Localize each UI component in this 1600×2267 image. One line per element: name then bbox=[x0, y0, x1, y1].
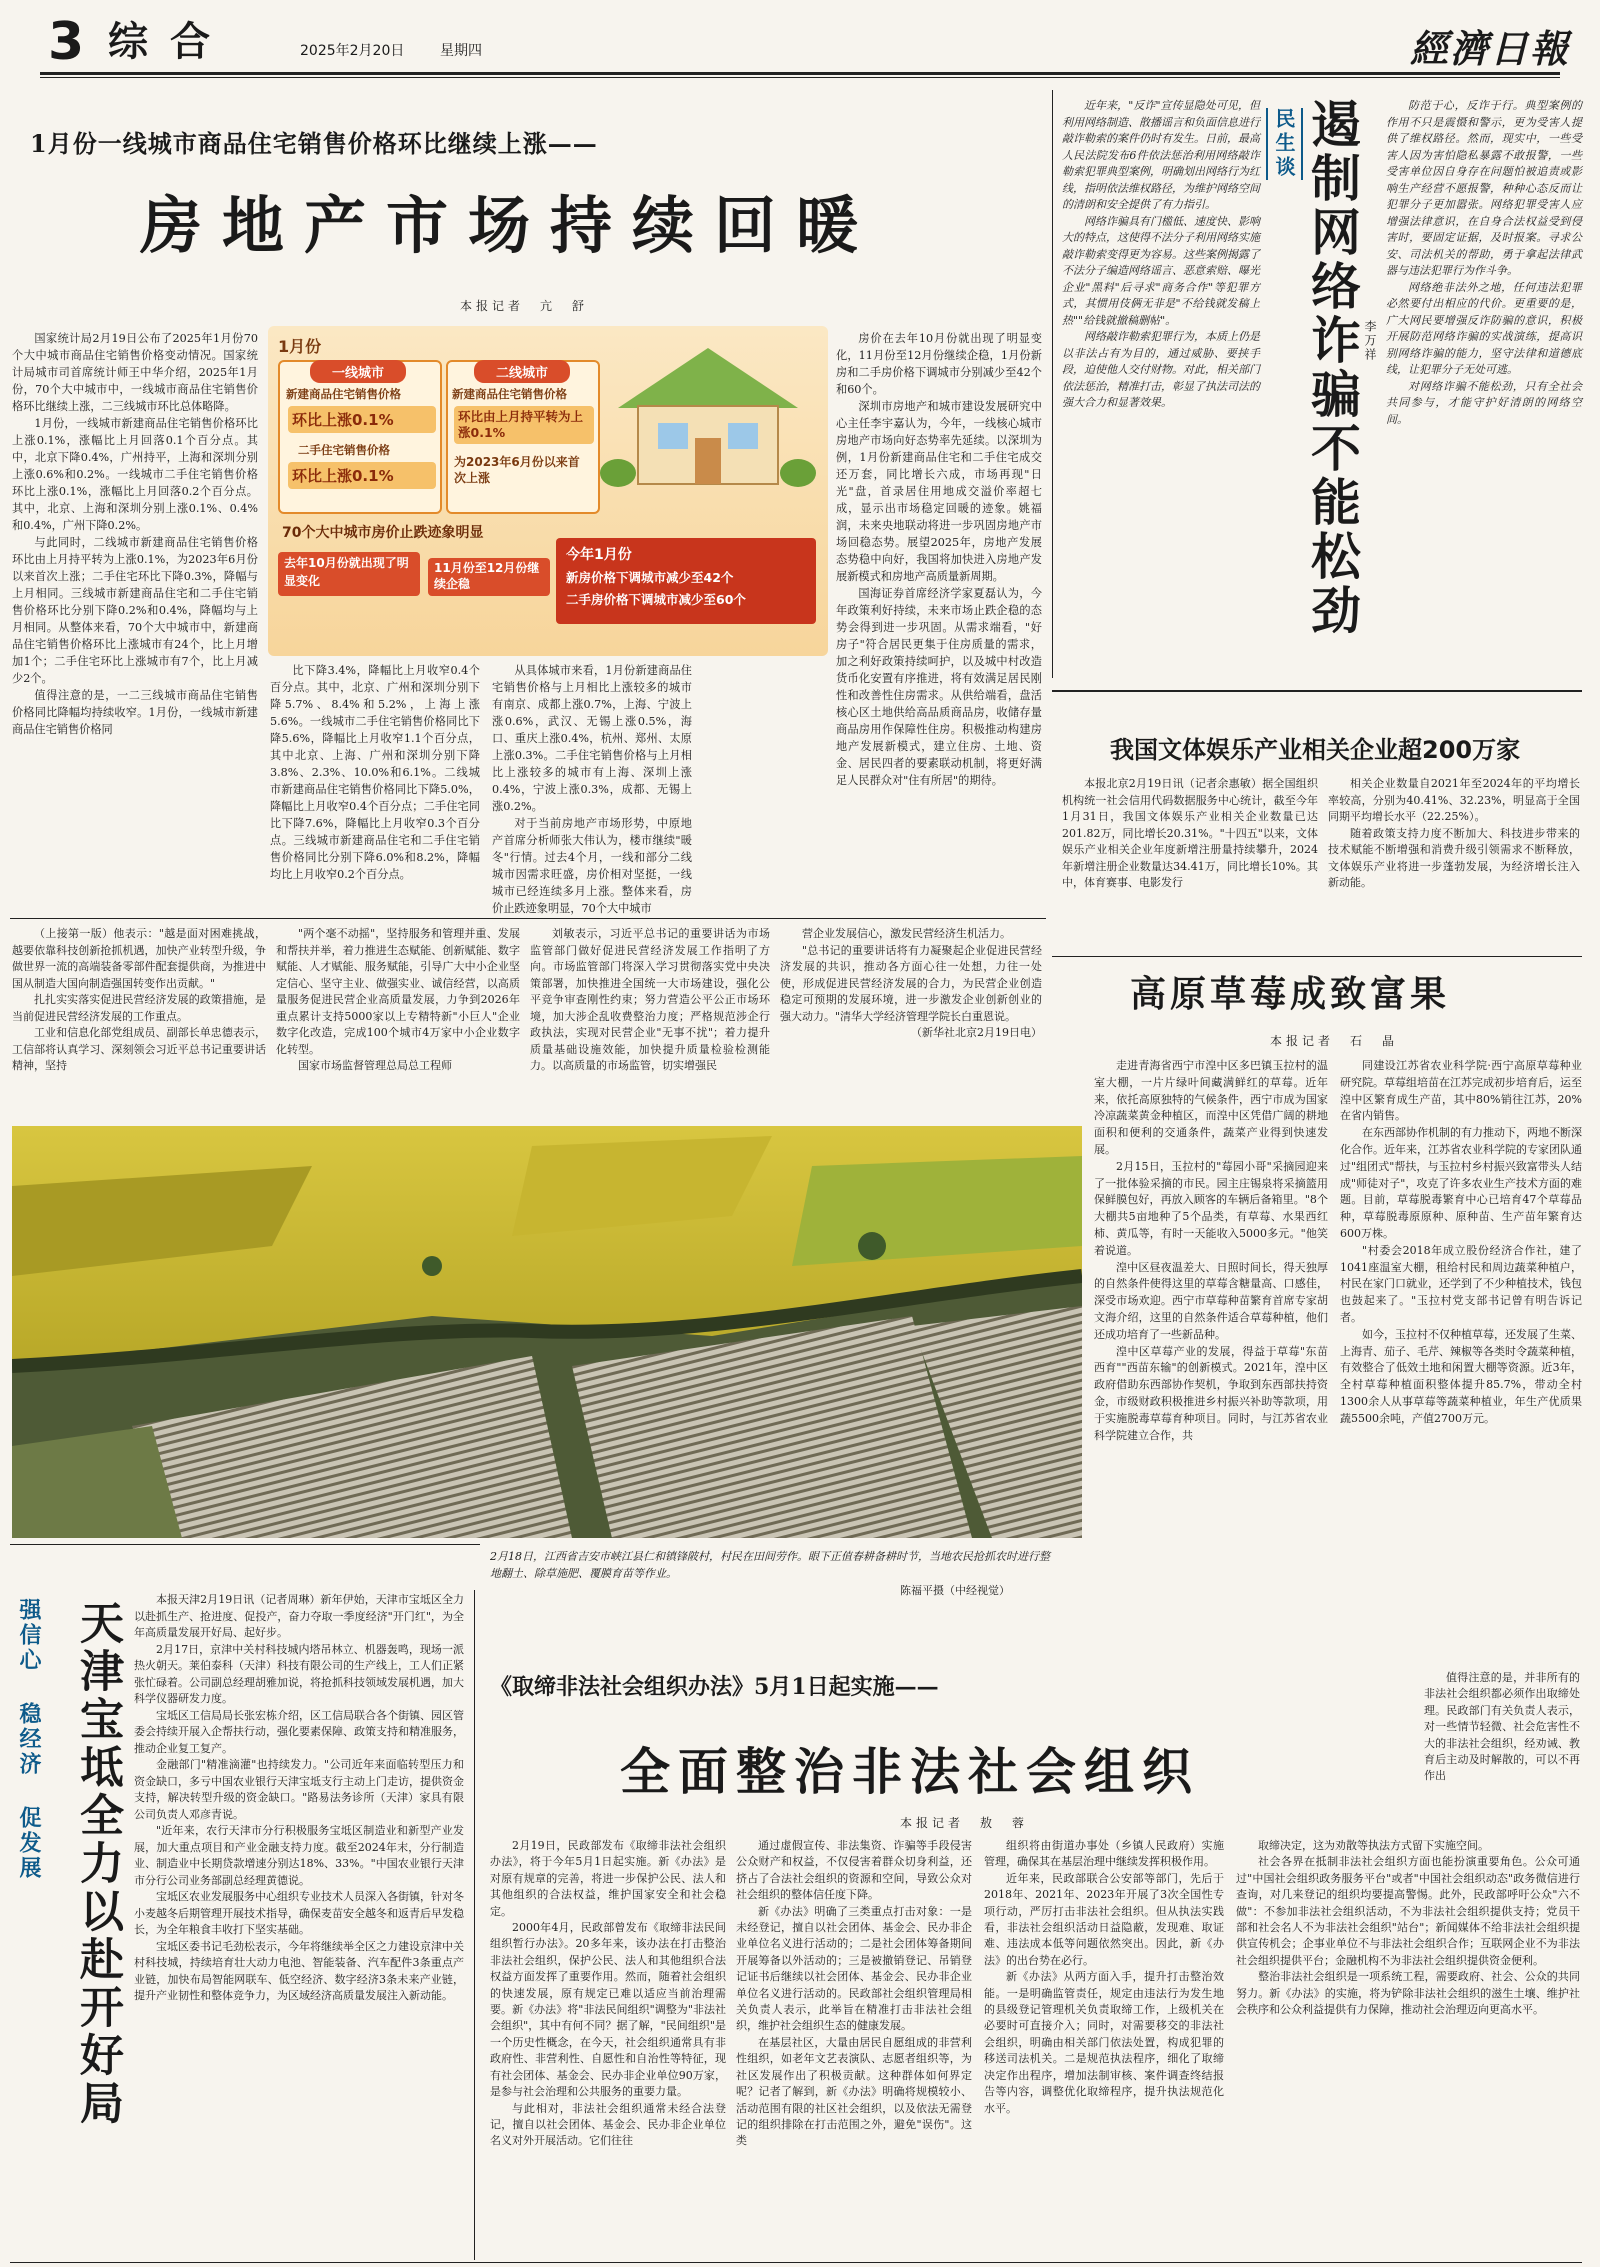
trend-step-1: 去年10月份就出现了明显变化 bbox=[278, 552, 420, 596]
house-icon bbox=[598, 338, 818, 488]
lead-headline: 房地产市场持续回暖 bbox=[140, 189, 879, 262]
trend-title: 70个大中城市房价止跌迹象明显 bbox=[282, 525, 484, 541]
issue-date: 2025年2月20日 bbox=[300, 43, 405, 59]
tianjin-tag: 强信心 稳经济 促发展 bbox=[16, 1598, 42, 1881]
tier1-card: 一线城市 新建商品住宅销售价格 环比上涨0.1% 二手住宅销售价格 环比上涨0.1% bbox=[278, 360, 442, 514]
comment-col-2: 防范于心，反诈于行。典型案例的作用不只是震慑和警示，更为受害人提供了维权路径。然而，现实中，一些受害人因为害怕隐私暴露不敢报警，一些受害单位因自身存在问题怕被追责或影响生产经营不愿报警，种种心态反而让犯罪分子更加嚣张。网络犯罪受害人应增强法律意识，在自身合法权益受到侵害时，要固定证据，及时报案。寻求公安、司法机关的帮助，勇于拿起法律武器与违法犯罪行为作斗争。 网络绝非法外之地，任何违法犯罪必然要付出相应的代价。更重要的是，广大网民要增强反诈防骗的意识，积极开展防范网络诈骗的实战演练，提高识别网络诈骗的能力，坚守法律和道德底线，让犯罪分子无处可逃。 对网络诈骗不能松劲，只有全社会共同参与，才能守护好清朗的网络空间。 bbox=[1386, 99, 1582, 426]
tier2-new-value: 环比由上月持平转为上涨0.1% bbox=[454, 406, 594, 444]
socialorg-col-4: 取缔决定，这为劝散等执法方式留下实施空间。 社会各界在抵制非法社会组织方面也能扮演重要角色。公众可通过"中国社会组织政务服务平台"或者"中国社会组织动态"政务微信进行查询，对几来登记的组织均要提高警惕。此外，民政部呼吁公众"六不做"：不参加非法社会组织活动，不为非法社会组织提供支持；党员干部和社会名人不为非法社会组织"站台"；新闻媒体不给非法社会组织提供宣传机会；企事业单位不与非法社会组织合作；互联网企业不为非法社会组织提供平台；金融机构不为非法社会组织提供资金便利。 整治非法社会组织是一项系统工程，需要政府、社会、公众的共同努力。新《办法》的实施，将为铲除非法社会组织的滋生土壤、维护社会秩序和公众利益提供有力保障，推动社会治理迈向更高水平。 bbox=[1236, 1839, 1580, 2017]
strawberry-byline: 本报记者 石 晶 bbox=[1270, 1034, 1399, 1048]
masthead-logo: 經濟日報 bbox=[1410, 26, 1571, 71]
continuation-col-3: 刘敏表示，习近平总书记的重要讲话为市场监管部门做好促进民营经济发展工作指明了方向。市场监管部门将深入学习贯彻落实党中央决策部署，加快推进全国统一大市场建设，强化公平竞争审查刚性约束；努力营造公平公正市场环境，加大涉企乱收费整治力度；严格规范涉企行政执法，实现对民营企业"无事不扰"；着力提升质量基础设施效能，加快提升质量检验检测能力。以高质量的市场监管，切实增强民 bbox=[530, 927, 770, 1072]
trend-step-2: 11月份至12月份继续企稳 bbox=[428, 558, 550, 596]
socialorg-kicker: 《取缔非法社会组织办法》5月1日起实施—— bbox=[490, 1674, 939, 1700]
comment-col-1: 近年来，"反诈"宣传显隐处可见，但利用网络制造、散播谣言和负面信息进行敲诈勒索的案件仍时有发生。日前，最高人民法院发布6件依法惩治利用网络敲诈勒索犯罪典型案例，明确划出网络行为红线，指明依法维权路径，为维护网络空间的清朗和安全提供了有力指引。 网络诈骗具有门槛低、速度快、影响大的特点，这使得不法分子利用网络实施敲诈勒索变得更为容易。这些案例揭露了不法分子编造网络谣言、恶意索赔、曝光企业"黑料"后寻求"商务合作"等犯罪方式，其惯用伎俩无非是"不给钱就发稿上热""给钱就撤稿删帖"。 网络敲诈勒索犯罪行为，本质上仍是以非法占有为目的，通过威胁、要挟手段，迫使他人交付财物。对此，相关部门依法惩治，精准打击，彰显了执法司法的强大合力和显著效果。 bbox=[1062, 99, 1260, 409]
comment-tag: 民生谈 bbox=[1266, 108, 1303, 180]
lead-col-1: 国家统计局2月19日公布了2025年1月份70个大中城市商品住宅销售价格变动情况。国家统计局城市司首席统计师王中华介绍，2025年1月份，70个大中城市中，一线城市商品住宅销售价格环比继续上涨，二三线城市环比总体略降。 1月份，一线城市新建商品住宅销售价格环比上涨0.1%，涨幅比上月回落0.1个百分点。其中，北京下降0.4%，广州持平，上海和深圳分别上涨0.6%和0.2%。一线城市二手住宅销售价格环比上涨0.1%，涨幅比上月回落0.2个百分点。其中，北京、上海和深圳分别上涨0.1%、0.4%和0.4%，广州下降0.2%。 与此同时，二线城市新建商品住宅销售价格环比由上月持平转为上涨0.1%，为2023年6月份以来首次上涨；二手住宅环比下降0.3%，降幅与上月相同。三线城市新建商品住宅和二手住宅销售价格环比分别下降0.2%和0.4%，降幅均与上月相同。从整体来看，70个大中城市中，新建商品住宅销售价格环比上涨城市有24个，比上月增加1个；二手住宅环比上涨城市有7个，比上月减少2个。 值得注意的是，一二三线城市商品住宅销售价格同比降幅均持续收窄。1月份，一线城市新建商品住宅销售价格同 bbox=[12, 332, 258, 736]
trend-step-3: 今年1月份 新房价格下调城市减少至42个 二手房价格下调城市减少至60个 bbox=[556, 538, 816, 624]
continuation-col-2: "两个毫不动摇"，坚持服务和管理并重、发展和帮扶并举，着力推进生态赋能、创新赋能、数字赋能、人才赋能、服务赋能，引导广大中小企业坚定信心、坚守主业、做强实业、诚信经营，以高质量服务促进民营企业高质量发展，力争到2026年重点累计支持5000家以上专精特新"小巨人"企业数字化改造，完成100个城市4万家中小企业数字化转型。 国家市场监督管理总局总工程师 bbox=[276, 927, 520, 1072]
lead-kicker: 1月份一线城市商品住宅销售价格环比继续上涨—— bbox=[30, 129, 598, 158]
tianjin-col-1: 本报天津2月19日讯（记者周琳）新年伊始，天津市宝坻区全力以赴抓生产、抢进度、促投产，奋力夺取一季度经济"开门红"，为全年高质量发展开好局、起好步。 2月17日，京津中关村科技城内塔吊林立、机器轰鸣，现场一派热火朝天。莱伯泰科（天津）科技有限公司的生产线上，工人们正紧张忙碌着。公司副总经理胡雅加说，将抢抓科技领域发展机遇，加大科学仪器研发力度。 宝坻区工信局局长张宏栋介绍，区工信局联合各个街镇、园区管委会持续开展入企帮扶行动，强化要素保障、政策支持和精准服务，推动企业复工复产。 金融部门"精准滴灌"也持续发力。"公司近年来面临转型压力和资金缺口，多亏中国农业银行天津宝坻支行主动上门走访，提供资金支持，解决转型升级的资金缺口。"路易法务诊所（天津）家具有限公司负责人邓彦青说。 "近年来，农行天津市分行积极服务宝坻区制造业和新型产业发展，加大重点项目和产业金融支持力度。截至2024年末，分行制造业、制造业中长期贷款增速分别达18%、33%。"中国农业银行天津市分行公司业务部副总经理黄德说。 宝坻区农业发展服务中心组织专业技术人员深入各街镇，针对冬小麦越冬后期管理开展技术指导，确保麦苗安全越冬和返青后早发稳长，为全年粮食丰收打下坚实基础。 宝坻区委书记毛劲松表示，今年将继续举全区之力建设京津中关村科技城，持续培育壮大动力电池、智能装备、汽车配件3条重点产业链，加快布局智能网联车、低空经济、数字经济3条未来产业链，提升产业韧性和整体竞争力，为区域经济高质量发展注入新动能。 bbox=[134, 1593, 464, 2002]
page-number: 3 bbox=[48, 12, 85, 72]
socialorg-byline: 本报记者 敖 蓉 bbox=[900, 1816, 1029, 1830]
socialorg-col-3: 组织将由街道办事处（乡镇人民政府）实施管理，确保其在基层治理中继续发挥积极作用。 近年来，民政部联合公安部等部门，先后于2018年、2021年、2023年开展了3次全国性专项行动，严厉打击非法社会组织。但从执法实践看，非法社会组织活动日益隐蔽，发现难、取证难、违法成本低等问题依然突出。因此，新《办法》的出台势在必行。 新《办法》从两方面入手，提升打击整治效能。一是明确监管责任，规定由违法行为发生地的县级登记管理机关负责取缔工作，上级机关在必要时可直接介入；同时，对需要移交的非法社会组织，明确由相关部门依法处置，构成犯罪的移送司法机关。二是规范执法程序，细化了取缔决定作出程序，增加法制审核、案件调查终结报告等内容，调整优化取缔程序，提升执法规范化水平。 bbox=[984, 1839, 1224, 2115]
lead-col-2: 比下降3.4%，降幅比上月收窄0.4个百分点。其中，北京、广州和深圳分别下降5.7%、8.4%和5.2%，上海上涨5.6%。一线城市二手住宅销售价格同比下降5.6%，降幅比上月收窄1.1个百分点，其中北京、上海、广州和深圳分别下降3.8%、2.3%、10.0%和6.1%。二线城市新建商品住宅销售价格同比下降5.0%，降幅比上月收窄0.4个百分点；二手住宅同比下降7.6%，降幅比上月收窄0.3个百分点。三线城市新建商品住宅和二手住宅销售价格同比分别下降6.0%和8.2%，降幅均比上月收窄0.2个百分点。 bbox=[270, 664, 480, 881]
photo-credit: 陈福平摄（中经视觉） bbox=[900, 1584, 1010, 1597]
socialorg-col-2: 通过虚假宣传、非法集资、诈骗等手段侵害公众财产和权益，不仅侵害着群众切身利益，还挤占了合法社会组织的资源和空间，导致公众对社会组织的整体信任度下降。 新《办法》明确了三类重点打击对象：一是未经登记，擅自以社会团体、基金会、民办非企业单位名义进行活动的；二是社会团体筹备期间开展筹备以外活动的；三是被撤销登记、吊销登记证书后继续以社会团体、基金会、民办非企业单位名义进行活动的。民政部社会组织管理局相关负责人表示，此举旨在精准打击非法社会组织，维护社会组织生态的健康发展。 在基层社区，大量由居民自愿组成的非营利性组织，如老年文艺表演队、志愿者组织等，为社区发展作出了积极贡献。这种群体如何界定呢？记者了解到，新《办法》明确将规模较小、活动范围有限的社区社会组织，以及依法无需登记的组织排除在打击范围之外，避免"误伤"。这类 bbox=[736, 1839, 972, 2148]
photo-caption: 2月18日，江西省吉安市峡江县仁和镇锋陂村，村民在田间劳作。眼下正值春耕备耕时节，当地农民抢抓农时进行整地翻土、除草施肥、覆膜育苗等作业。 bbox=[490, 1550, 1050, 1580]
page-header bbox=[0, 0, 1600, 76]
tianjin-headline: 天津宝坻全力以赴开好局 bbox=[72, 1600, 123, 2128]
socialorg-col-4-top: 值得注意的是，并非所有的非法社会组织都必须作出取缔处理。民政部门有关负责人表示，对一些情节轻微、社会危害性不大的非法社会组织，经劝诫、教育后主动及时解散的，可以不再作出 bbox=[1424, 1671, 1580, 1783]
culture-col-1: 本报北京2月19日讯（记者余惠敏）据全国组织机构统一社会信用代码数据服务中心统计，截至今年1月31日，我国文体娱乐产业相关企业数量已达201.82万，同比增长20.31%。"十四五"以来，文体娱乐产业相关企业年度新增注册量持续攀升，2024年新增注册企业数量达34.41万，同比增长10%。其中，体育赛事、电影发行 bbox=[1062, 777, 1318, 889]
lead-col-3: 从具体城市来看，1月份新建商品住宅销售价格与上月相比上涨较多的城市有南京、成都上涨0.7%，上海、宁波上涨0.6%，武汉、无锡上涨0.5%，海口、重庆上涨0.4%，杭州、郑州、太原上涨0.3%。二手住宅销售价格与上月相比上涨较多的城市有上海、深圳上涨0.4%，宁波上涨0.3%，成都、无锡上涨0.2%。 对于当前房地产市场形势，中原地产首席分析师张大伟认为，楼市继续"暖冬"行情。过去4个月，一线和部分二线城市因需求旺盛，房价相对坚挺，一线城市已经连续多月上涨。整体来看，房价止跌迹象明显，70个大中城市 bbox=[492, 664, 692, 915]
culture-headline: 我国文体娱乐产业相关企业超200万家 bbox=[1110, 736, 1521, 764]
section-title: 综合 bbox=[108, 18, 232, 65]
comment-author: 李万祥 bbox=[1363, 320, 1377, 362]
strawberry-col-1: 走进青海省西宁市湟中区多巴镇玉拉村的温室大棚，一片片绿叶间藏满鲜红的草莓。近年来，依托高原独特的气候条件，西宁市成为国家冷凉蔬菜黄金种植区，而湟中区凭借广阔的耕地面积和便利的交通条件，蔬菜产业得到快速发展。 2月15日，玉拉村的"莓园小哥"采摘园迎来了一批体验采摘的市民。园主庄锡泉将采摘篮用保鲜膜包好，再放入顾客的车辆后备箱里。"8个大棚共5亩地种了5个品类，有草莓、水果西红柿、黄瓜等，有时一天能收入5000多元。"他笑着说道。 湟中区昼夜温差大、日照时间长，得天独厚的自然条件使得这里的草莓含糖量高、口感佳，深受市场欢迎。西宁市草莓种苗繁育首席专家胡文海介绍，这里的自然条件适合草莓种植，他们还成功培育了一些新品种。 湟中区草莓产业的发展，得益于草莓"东苗西育""西苗东输"的创新模式。2021年，湟中区政府借助东西部协作契机，争取到东西部扶持资金，市级财政积极推进乡村振兴补助等款项，用于实施脱毒草莓育种项目。同时，与江苏省农业科学院建立合作，共 bbox=[1094, 1059, 1328, 1442]
lead-byline: 本报记者 亢 舒 bbox=[460, 299, 589, 313]
housing-infographic bbox=[268, 326, 828, 656]
tier1-tab: 一线城市 bbox=[310, 360, 406, 383]
socialorg-col-1: 2月19日，民政部发布《取缔非法社会组织办法》，将于今年5月1日起实施。新《办法》是对原有规章的完善，将进一步保护公民、法人和其他组织的合法权益，维护国家安全和社会稳定。 2000年4月，民政部曾发布《取缔非法民间组织暂行办法》。20多年来，该办法在打击整治非法社会组织，保护公民、法人和其他组织合法权益方面发挥了重要作用。然而，随着社会组织的快速发展，原有规定已难以适应当前治理需要。新《办法》将"非法民间组织"调整为"非法社会组织"，其中有何不同？据了解，"民间组织"是一个历史性概念，在今天，社会组织通常具有非政府性、非营利性、自愿性和自治性等特征，现有社会团体、基金会、民办非企业单位90万家，是参与社会治理和公共服务的重要力量。 与此相对，非法社会组织通常未经合法登记，擅自以社会团体、基金会、民办非企业单位名义对外开展活动。它们往往 bbox=[490, 1839, 726, 2148]
tier1-new-value: 环比上涨0.1% bbox=[288, 406, 436, 433]
lead-col-4: 房价在去年10月份就出现了明显变化，11月份至12月份继续企稳，1月份新房和二手房价格下调城市分别减少至42个和60个。 深圳市房地产和城市建设发展研究中心主任李宇嘉认为，今年，一线核心城市房地产市场向好态势率先延续。以深圳为例，1月份新建商品住宅和二手住宅成交还万套，同比增长六成，市场再现"日光"盘，首录居住用地成交溢价率超七成，显示出市场稳定回暖的迹象。姚福润，未来央地联动将进一步巩固房地产市场回稳态势。展望2025年，房地产发展态势稳中向好，我国将加快进入房地产发展新模式和房地产高质量新周期。 国海证券首席经济学家夏磊认为，今年政策利好持续，未来市场止跌企稳的态势会得到进一步巩固。从需求端看，"好房子"符合居民更集于住房质量的需求，加之利好政策持续呵护，以及城中村改造货币化安置有序推进，将有效满足居民刚性和改善性住房需求。从供给端看，盘活核心区土地供给高品质商品房，收储存量商品房用作保障性住房。积极推动构建房地产发展新模式，建立住房、土地、资金、居民四者的要素联动机制，将更好满足人民群众对"住有所居"的期待。 bbox=[836, 332, 1042, 787]
socialorg-headline: 全面整治非法社会组织 bbox=[620, 1743, 1200, 1801]
continuation-col-4: 营企业发展信心，激发民营经济生机活力。 "总书记的重要讲话将有力凝聚起企业促进民营经济发展的共识，推动各方面心往一处想，力往一处使，形成促进民营经济发展的合力，为民营企业创造稳定可预期的发展环境，进一步激发企业创新创业的强大动力。"清华大学经济管理学院长白重恩说。 （新华社北京2月19日电） bbox=[780, 927, 1042, 1039]
comment-headline: 遏制网络诈骗不能松劲 bbox=[1303, 98, 1362, 638]
strawberry-headline: 高原草莓成致富果 bbox=[1130, 973, 1451, 1015]
tier2-card: 二线城市 新建商品住宅销售价格 环比由上月持平转为上涨0.1% 为2023年6月份以来首次上涨 bbox=[446, 360, 600, 514]
farm-photo bbox=[12, 1126, 1082, 1538]
issue-weekday: 星期四 bbox=[440, 43, 482, 59]
tier1-second-value: 环比上涨0.1% bbox=[288, 462, 436, 489]
header-rule bbox=[40, 72, 1560, 75]
tier2-tab: 二线城市 bbox=[474, 360, 570, 383]
continuation-col-1: （上接第一版）他表示："越是面对困难挑战，越要依靠科技创新抢抓机遇，加快产业转型升级，争做世界一流的高端装备零部件配套提供商，为推进中国从制造大国向制造强国转变作出贡献。" 扎扎实实落实促进民营经济发展的政策措施，是当前促进民营经济发展的工作重点。 工业和信息化部党组成员、副部长单忠德表示，工信部将认真学习、深刻领会习近平总书记重要讲话精神，坚持 bbox=[12, 927, 266, 1072]
infographic-month: 1月份 bbox=[278, 337, 322, 356]
strawberry-col-2: 同建设江苏省农业科学院·西宁高原草莓种业研究院。草莓组培苗在江苏完成初步培育后，运至湟中区繁育成生产苗，其中80%销往江苏，20%在省内销售。 在东西部协作机制的有力推动下，两地不断深化合作。近年来，江苏省农业科学院的专家团队通过"组团式"帮扶，与玉拉村乡村振兴致富带头人结成"师徒对子"，攻克了许多农业生产技术方面的难题。目前，草莓脱毒繁育中心已培育47个草莓品种，草莓脱毒原原种、原种苗、生产苗年繁育达600万株。 "村委会2018年成立股份经济合作社，建了1041座温室大棚，租给村民和周边蔬菜种植户，村民在家门口就业，还学到了不少种植技术，钱包也鼓起来了。"玉拉村党支部书记曾有明告诉记者。 如今，玉拉村不仅种植草莓，还发展了生菜、上海青、茄子、毛芹、辣椒等各类时令蔬菜种植，有效整合了低效土地和闲置大棚等资源。近3年，全村草莓种植面积整体提升85.7%，带动全村1300余人从事草莓等蔬菜种植业，年生产优质果蔬5500余吨，产值2700万元。 bbox=[1340, 1059, 1582, 1425]
culture-col-2: 相关企业数量自2021年至2024年的平均增长率较高，分别为40.41%、32.23%，明显高于全国同期平均增长水平（22.25%）。 随着政策支持力度不断加大、科技进步带来的技术赋能不断增强和消费升级引领需求不断释放，文体娱乐产业将进一步蓬勃发展，为经济增长注入新动能。 bbox=[1328, 777, 1580, 889]
